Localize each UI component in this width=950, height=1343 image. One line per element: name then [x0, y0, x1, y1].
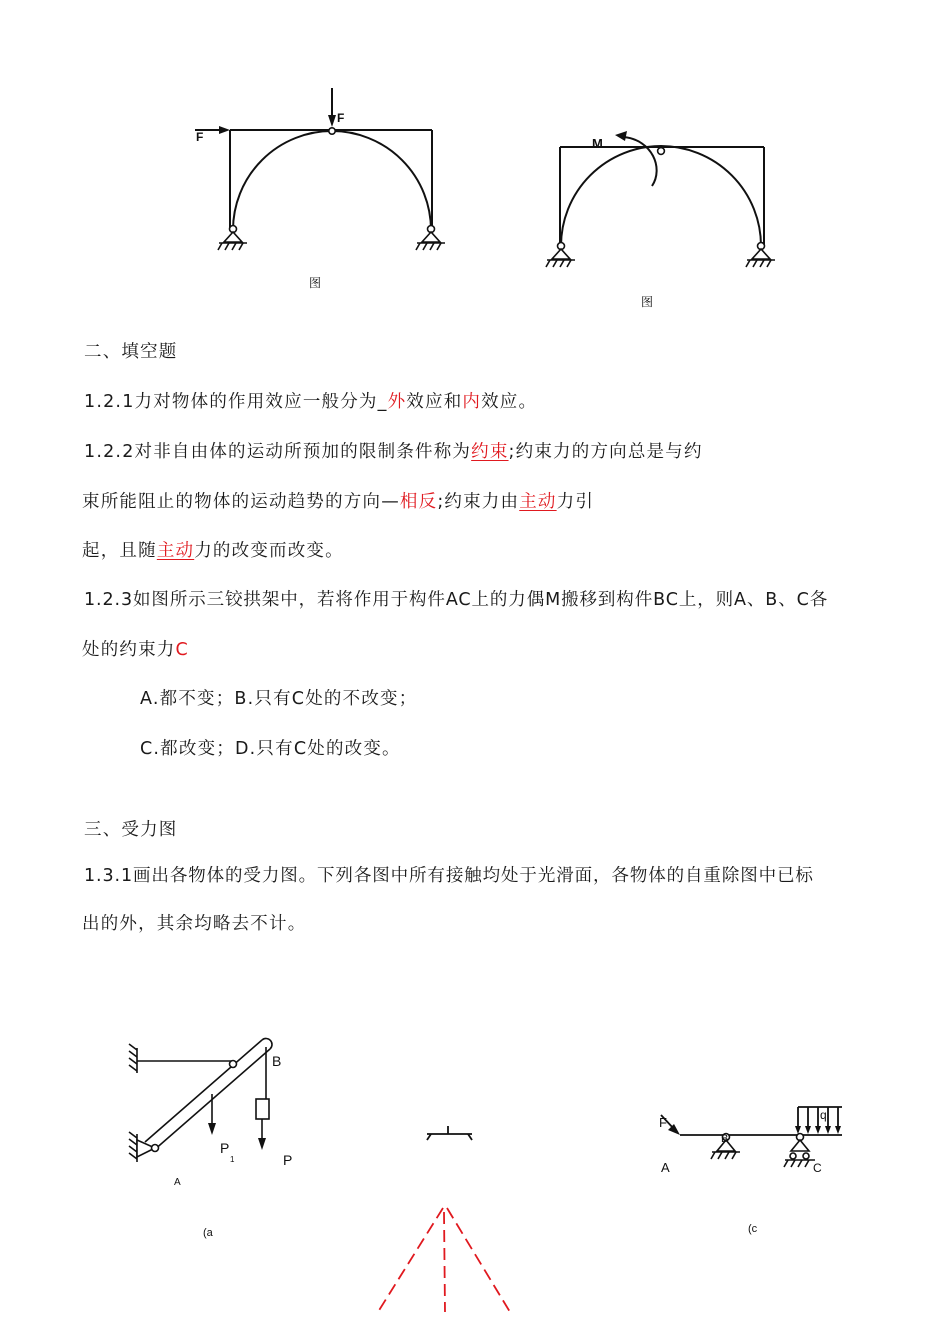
- label-C: C: [813, 1161, 822, 1175]
- force-label-left: F: [196, 130, 204, 144]
- label-P1-subscript: 1: [230, 1155, 235, 1164]
- answer-1: 外: [387, 392, 407, 412]
- answer-1: 约束: [471, 442, 509, 462]
- label-B: B: [721, 1133, 729, 1145]
- options-line-2: C.都改变；D.只有C处的改变。: [140, 739, 401, 759]
- question-1-2-3-line1: 1.2.3如图所示三铰拱架中，若将作用于构件AC上的力偶M搬移到构件BC上，则A、B、C各: [84, 590, 829, 610]
- label-P1: P: [220, 1140, 230, 1156]
- figure-c-caption: (c: [748, 1223, 758, 1235]
- section-heading-free-body: 三、受力图: [84, 820, 178, 840]
- answer-2: 内: [462, 392, 482, 412]
- question-1-3-1-line1: 1.3.1画出各物体的受力图。下列各图中所有接触均处于光滑面，各物体的自重除图中已标: [84, 866, 814, 886]
- force-label-top: F: [337, 111, 345, 125]
- question-1-2-2-line3: 起，且随主动力的改变而改变。: [82, 541, 344, 561]
- label-F: F: [659, 1115, 667, 1130]
- options-line-1: A.都不变；B.只有C处的不改变；: [140, 689, 418, 709]
- answer-3: 主动: [519, 492, 557, 512]
- answer-2: 相反: [399, 492, 438, 512]
- answer: C: [175, 640, 189, 660]
- question-1-2-3-line2: 处的约束力C: [82, 640, 189, 660]
- figure-a-caption: (a: [203, 1227, 213, 1239]
- question-1-2-2-line2: 束所能阻止的物体的运动趋势的方向—相反;约束力由主动力引: [82, 492, 595, 512]
- question-1-2-2-line1: 1.2.2对非自由体的运动所预加的限制条件称为约束;约束力的方向总是与约: [84, 442, 703, 462]
- figure-caption-right: 图: [641, 295, 654, 309]
- question-1-3-1-line2: 出的外，其余均略去不计。: [82, 914, 307, 934]
- label-A: A: [661, 1160, 670, 1175]
- label-P: P: [283, 1152, 293, 1168]
- moment-label: M: [592, 136, 603, 151]
- figure-caption-left: 图: [309, 276, 322, 290]
- label-A: A: [174, 1177, 181, 1188]
- answer-4: 主动: [156, 541, 195, 561]
- label-q: q: [820, 1108, 827, 1122]
- section-heading-fill-in: 二、填空题: [84, 342, 178, 362]
- label-B: B: [272, 1053, 282, 1069]
- question-1-2-1: 1.2.1力对物体的作用效应一般分为_外效应和内效应。: [84, 392, 538, 412]
